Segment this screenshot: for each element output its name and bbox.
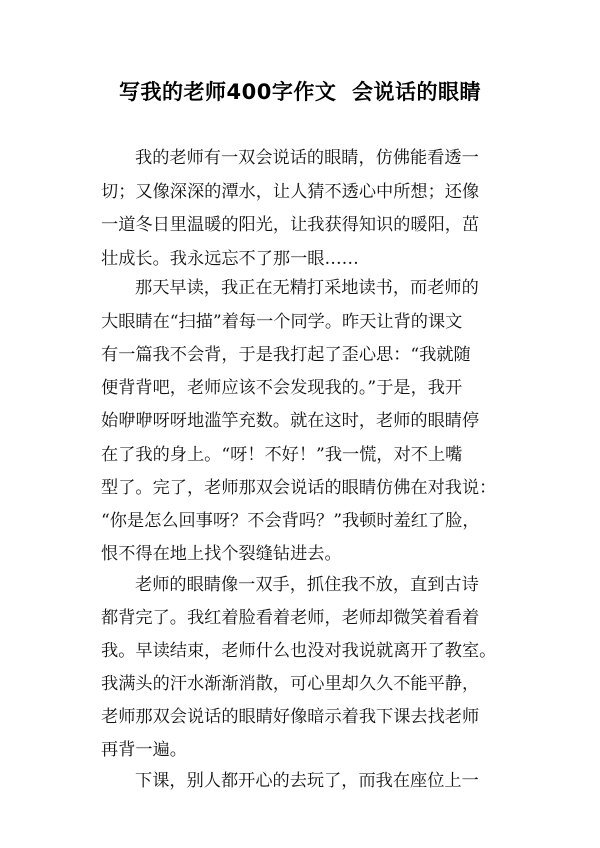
paragraph-line: 型了。完了，老师那双会说话的眼睛仿佛在对我说：	[101, 478, 497, 498]
paragraph-line: 在了我的身上。“呀！不好！”我一慌，对不上嘴	[101, 445, 463, 465]
paragraph-line: 都背完了。我红着脸看着老师，老师却微笑着看着	[101, 608, 480, 628]
document-title: 写我的老师400字作文 会说话的眼睛	[119, 80, 481, 104]
paragraph-line: 下课，别人都开心的去玩了，而我在座位上一	[135, 771, 479, 791]
paragraph-line: 老师的眼睛像一双手，抓住我不放，直到古诗	[135, 575, 479, 595]
paragraph-line: 那天早读，我正在无精打采地读书，而老师的	[135, 278, 479, 298]
paragraph-line: 老师那双会说话的眼睛好像暗示着我下课去找老师	[101, 707, 480, 727]
paragraph-line: “你是怎么回事呀？不会背吗？”我顿时羞红了脸，	[101, 511, 480, 531]
paragraph-line: 壮成长。我永远忘不了那一眼……	[101, 249, 359, 269]
paragraph-line: 大眼睛在“扫描”着每一个同学。昨天让背的课文	[101, 312, 463, 332]
paragraph-line: 有一篇我不会背，于是我打起了歪心思：“我就随	[101, 345, 471, 365]
paragraph-line: 便背背吧，老师应该不会发现我的。”于是，我开	[101, 378, 463, 398]
paragraph-line: 我的老师有一双会说话的眼睛，仿佛能看透一	[135, 148, 479, 168]
paragraph-line: 一道冬日里温暖的阳光，让我获得知识的暖阳，茁	[101, 215, 480, 235]
paragraph-line: 我。早读结束，老师什么也没对我说就离开了教室。	[101, 641, 497, 661]
paragraph-line: 切；又像深深的潭水，让人猜不透心中所想；还像	[101, 182, 480, 202]
paragraph-line: 恨不得在地上找个裂缝钻进去。	[101, 544, 342, 564]
paragraph-line: 我满头的汗水渐渐消散，可心里却久久不能平静，	[101, 674, 480, 694]
paragraph-line: 再背一遍。	[101, 740, 187, 760]
paragraph-line: 始咿咿呀呀地滥竽充数。就在这时，老师的眼睛停	[101, 411, 480, 431]
